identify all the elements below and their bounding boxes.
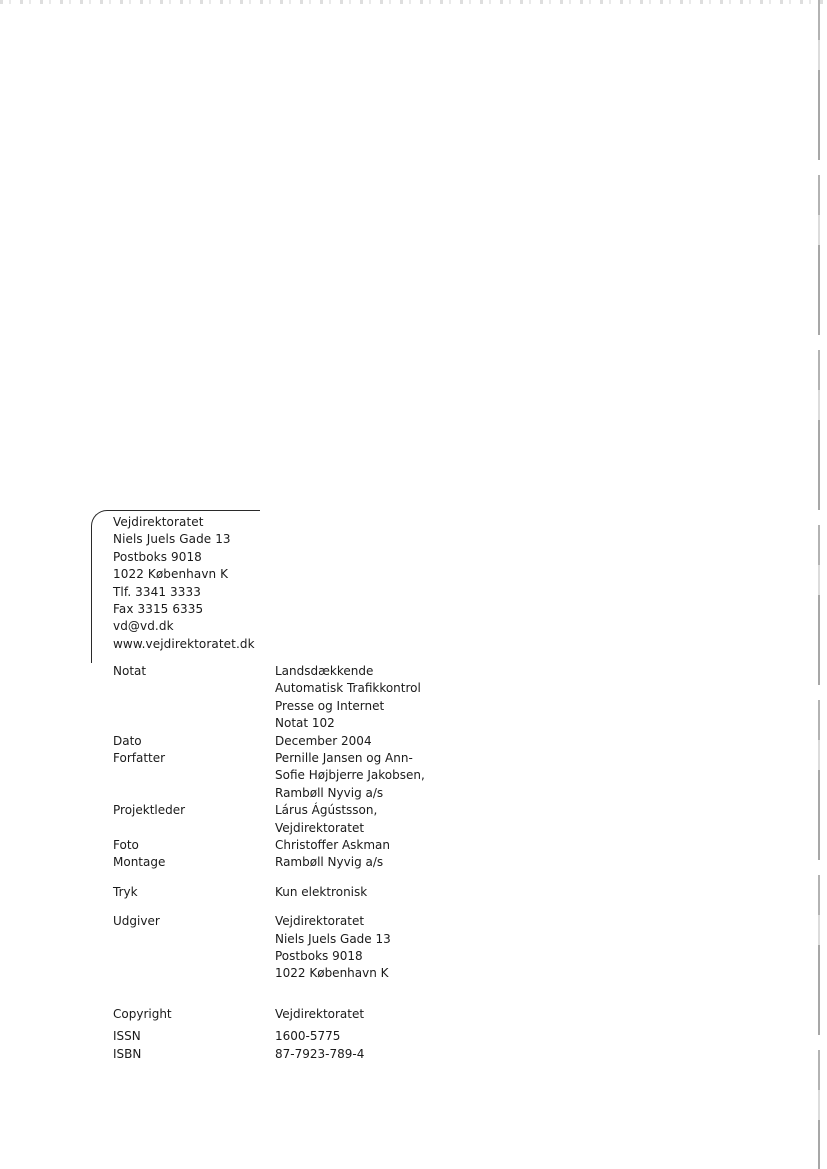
colophon-values: [275, 854, 383, 871]
address-website: www.vejdirektoratet.dk: [113, 636, 255, 651]
colophon-value: Landsdækkende: [275, 664, 374, 678]
colophon-row-foto: [113, 837, 473, 854]
colophon-label: Montage: [113, 855, 166, 870]
colophon-values: [275, 663, 421, 733]
colophon-value: Kun elektronisk: [275, 884, 368, 899]
address-lines: [113, 514, 255, 653]
address-fax: Fax 3315 6335: [113, 601, 204, 616]
row-spacer: [113, 872, 473, 884]
colophon-row-montage: [113, 854, 473, 871]
colophon-value: 1600-5775: [275, 1029, 341, 1044]
colophon-values: [275, 733, 372, 750]
address-postbox: Postboks 9018: [113, 549, 202, 564]
colophon-row-dato: [113, 733, 473, 750]
colophon-values: [275, 1006, 364, 1023]
address-phone: Tlf. 3341 3333: [113, 584, 201, 599]
row-spacer: [113, 901, 473, 913]
colophon-value: Automatisk Trafikkontrol: [275, 681, 421, 696]
address-email: vd@vd.dk: [113, 619, 174, 634]
colophon-label: Notat: [113, 664, 147, 678]
address-street: Niels Juels Gade 13: [113, 532, 231, 547]
colophon-row-udgiver: [113, 913, 473, 983]
colophon-value: Sofie Højbjerre Jakobsen,: [275, 768, 425, 783]
colophon-value: Rambøll Nyvig a/s: [275, 855, 384, 870]
row-spacer: [113, 983, 473, 1006]
colophon-label: Tryk: [113, 884, 138, 899]
colophon-value: Notat 102: [275, 716, 335, 731]
colophon-value: Vejdirektoratet: [275, 820, 365, 835]
address-organisation: Vejdirektoratet: [113, 515, 204, 529]
colophon-label: Udgiver: [113, 914, 160, 929]
colophon-values: [275, 802, 377, 837]
colophon-row-issn: [113, 1028, 473, 1045]
colophon-value: Pernille Jansen og Ann-: [275, 750, 413, 765]
colophon-row-tryk: [113, 884, 473, 901]
colophon-label: Dato: [113, 733, 142, 748]
colophon-value: Postboks 9018: [275, 948, 363, 963]
colophon-label: Foto: [113, 837, 139, 852]
colophon-label: Copyright: [113, 1006, 172, 1021]
colophon-label: ISSN: [113, 1029, 141, 1044]
colophon-value: Vejdirektoratet: [275, 1006, 365, 1021]
colophon-label: Projektleder: [113, 803, 186, 818]
colophon-value: Presse og Internet: [275, 698, 385, 713]
address-city: 1022 København K: [113, 567, 229, 582]
colophon-label: ISBN: [113, 1046, 142, 1061]
sender-address-block: [91, 510, 261, 663]
colophon-row-notat: [113, 663, 473, 733]
colophon-value: Niels Juels Gade 13: [275, 931, 391, 946]
colophon-value: 87-7923-789-4: [275, 1046, 365, 1061]
colophon-table: [113, 663, 473, 1063]
colophon-value: Rambøll Nyvig a/s: [275, 785, 384, 800]
colophon-row-copyright: [113, 1006, 473, 1023]
colophon-row-forfatter: [113, 750, 473, 802]
colophon-value: December 2004: [275, 733, 372, 748]
colophon-values: [275, 913, 391, 983]
colophon-values: [275, 837, 390, 854]
colophon-label: Forfatter: [113, 750, 166, 765]
colophon-row-isbn: [113, 1046, 473, 1063]
colophon-values: [275, 750, 425, 802]
colophon-value: Lárus Ágústsson,: [275, 803, 378, 818]
scan-edge-right: [818, 0, 820, 1169]
colophon-value: Christoffer Askman: [275, 837, 391, 852]
colophon-value: 1022 København K: [275, 966, 389, 981]
colophon-value: Vejdirektoratet: [275, 914, 365, 929]
colophon-values: [275, 1028, 340, 1045]
colophon-values: [275, 1046, 364, 1063]
colophon-row-projektleder: [113, 802, 473, 837]
scan-edge-top: [0, 0, 827, 4]
colophon-values: [275, 884, 367, 901]
